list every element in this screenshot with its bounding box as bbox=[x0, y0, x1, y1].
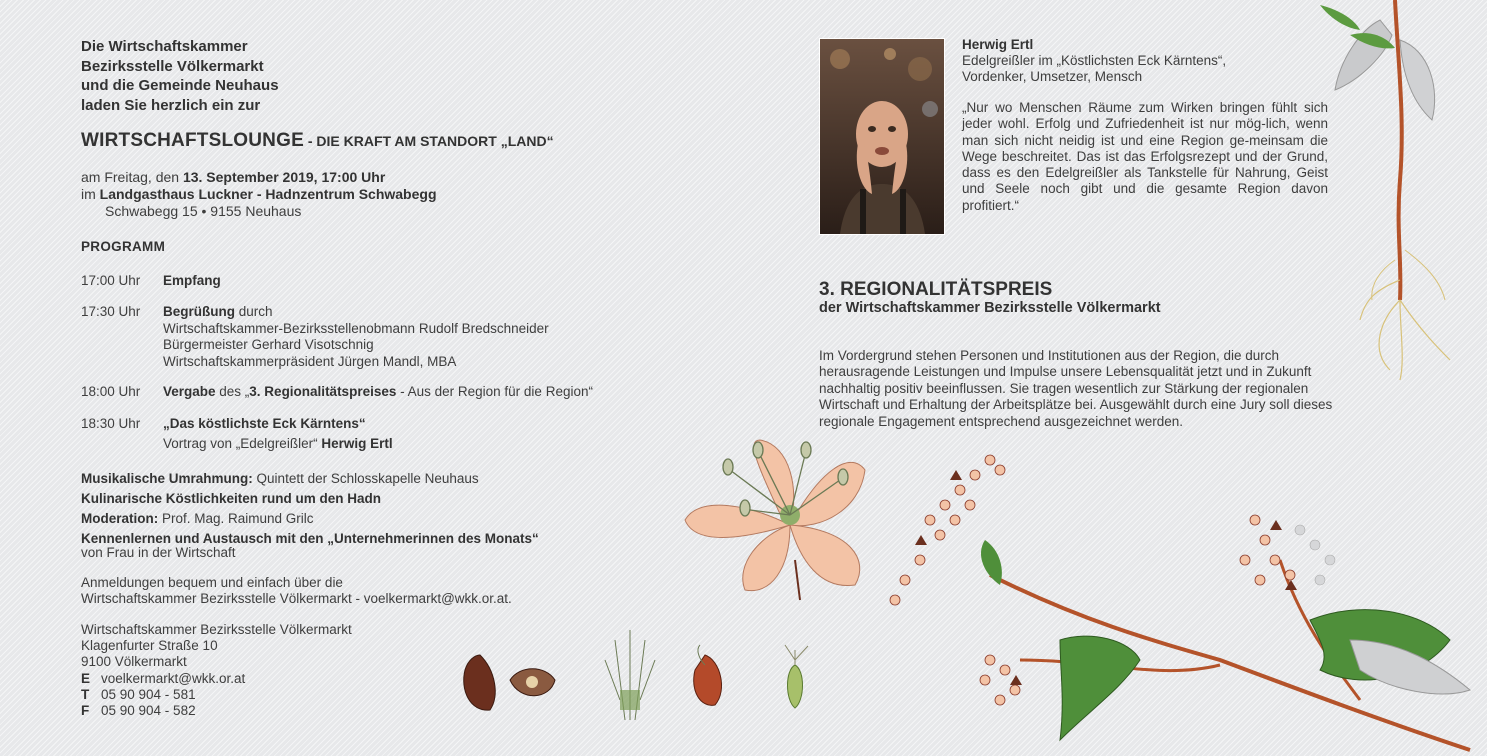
signup-line: Anmeldungen bequem und einfach über die bbox=[81, 575, 343, 590]
signup-line: Wirtschaftskammer Bezirksstelle Völkermarkt - voelkermarkt@wkk.or.at. bbox=[81, 591, 512, 606]
program-time: 17:00 Uhr bbox=[81, 273, 141, 288]
network-text: Kennenlernen und Austausch mit den „Unternehmerinnen des Monats“ bbox=[81, 531, 539, 546]
speaker-photo bbox=[819, 38, 945, 235]
program-title: „Das köstlichste Eck Kärntens“ bbox=[163, 416, 366, 431]
intro-line: und die Gemeinde Neuhaus bbox=[81, 77, 279, 94]
moderation-text: Prof. Mag. Raimund Grilc bbox=[158, 511, 314, 526]
event-details bbox=[81, 169, 437, 220]
program-time: 17:30 Uhr bbox=[81, 304, 141, 319]
event-title-sub: - DIE KRAFT AM STANDORT „LAND“ bbox=[303, 133, 554, 149]
contact-street: Klagenfurter Straße 10 bbox=[81, 638, 218, 654]
event-title bbox=[81, 130, 554, 152]
program-detail: Bürgermeister Gerhard Visotschnig bbox=[163, 337, 374, 352]
program-rest: des „ bbox=[215, 384, 250, 399]
intro-line: laden Sie herzlich ein zur bbox=[81, 96, 261, 114]
award-text: Im Vordergrund stehen Personen und Institutionen aus der Region, die durch herausragende Leistungen und Impulse unsere Lebensqualität jetzt und in Zukunft nachhaltig positiv beeinflussen. Sie tragen wesentlich zur Stärkung der regionalen Wirtschaft und Erhaltung der Arbeitsplätze bei. Ausgewählt durch eine Jury soll dieses regionale Engagement entsprechend ausgezeichnet werden. bbox=[819, 348, 1333, 429]
food-text: Kulinarische Köstlichkeiten rund um den Hadn bbox=[81, 491, 382, 506]
moderation-label: Moderation: bbox=[81, 511, 159, 526]
program-title: Empfang bbox=[163, 273, 221, 288]
top-stem-illustration bbox=[1320, 0, 1450, 380]
award-title: 3. REGIONALITÄTSPREIS bbox=[819, 279, 1053, 300]
branch-illustration bbox=[890, 455, 1470, 750]
program-rest-2: - Aus der Region für die Region“ bbox=[396, 384, 593, 399]
talk-prefix: Vortrag von „Edelgreißler“ bbox=[163, 435, 322, 451]
event-date: 13. September 2019, 17:00 Uhr bbox=[182, 169, 386, 185]
speaker-role: Vordenker, Umsetzer, Mensch bbox=[962, 69, 1143, 84]
program-heading: PROGRAMM bbox=[81, 239, 166, 254]
program-detail: Wirtschaftskammer-Bezirksstellenobmann Rudolf Bredschneider bbox=[163, 320, 549, 336]
intro-block bbox=[81, 37, 279, 115]
speaker-role: Edelgreißler im „Köstlichsten Eck Kärntens“, bbox=[962, 53, 1227, 68]
seed-illustrations bbox=[464, 630, 808, 720]
email-label: E bbox=[81, 670, 91, 686]
contact-org: Wirtschaftskammer Bezirksstelle Völkermarkt bbox=[81, 622, 352, 637]
event-venue: Landgasthaus Luckner - Hadnzentrum Schwabegg bbox=[99, 186, 437, 202]
fax-label: F bbox=[81, 703, 90, 719]
speaker-bio bbox=[962, 37, 1226, 85]
contact-phone: 05 90 904 - 581 bbox=[101, 686, 196, 702]
intro-line: Bezirksstelle Völkermarkt bbox=[81, 57, 264, 75]
contact-block bbox=[81, 622, 352, 719]
program-title-2: 3. Regionalitätspreises bbox=[249, 384, 397, 399]
award-heading bbox=[819, 280, 1161, 317]
signup-block bbox=[81, 575, 512, 607]
phone-label: T bbox=[81, 686, 90, 702]
extras-block bbox=[81, 469, 539, 560]
speaker-quote: „Nur wo Menschen Räume zum Wirken bringen fühlt sich jeder wohl. Erfolg und Zufriedenheit ist nur mög-lich, wenn man sich nicht neidig ist und eine Region ge-meinsam die Wege beschreitet. Das ist das Erfolgsrezept und der Grund, dass es den Edelgreißler als Tankstelle für Nahrung, Geist und Seele noch gibt und die gesamte Region davon profitiert.“ bbox=[962, 100, 1328, 213]
award-subtitle: der Wirtschaftskammer Bezirksstelle Völkermarkt bbox=[819, 300, 1161, 316]
speaker-name: Herwig Ertl bbox=[962, 37, 1034, 52]
contact-city: 9100 Völkermarkt bbox=[81, 654, 187, 670]
contact-fax: 05 90 904 - 582 bbox=[101, 703, 196, 719]
program-title: Begrüßung bbox=[163, 304, 235, 319]
contact-email: voelkermarkt@wkk.or.at bbox=[101, 670, 246, 686]
network-sub: von Frau in der Wirtschaft bbox=[81, 545, 236, 560]
venue-prefix: im bbox=[81, 186, 100, 202]
date-prefix: am Freitag, den bbox=[81, 169, 183, 185]
music-label: Musikalische Umrahmung: bbox=[81, 471, 253, 486]
program-detail: Wirtschaftskammerpräsident Jürgen Mandl, MBA bbox=[163, 353, 457, 369]
program-time: 18:30 Uhr bbox=[81, 416, 141, 431]
event-address: Schwabegg 15 • 9155 Neuhaus bbox=[105, 203, 302, 219]
music-text: Quintett der Schlosskapelle Neuhaus bbox=[252, 471, 479, 486]
speaker-name: Herwig Ertl bbox=[321, 435, 393, 451]
intro-line: Die Wirtschaftskammer bbox=[81, 38, 248, 55]
event-title-main: WIRTSCHAFTSLOUNGE bbox=[81, 130, 304, 151]
program-time: 18:00 Uhr bbox=[81, 384, 141, 399]
flower-illustration bbox=[685, 440, 865, 600]
program-title: Vergabe bbox=[163, 384, 216, 399]
program-rest: durch bbox=[235, 304, 273, 319]
